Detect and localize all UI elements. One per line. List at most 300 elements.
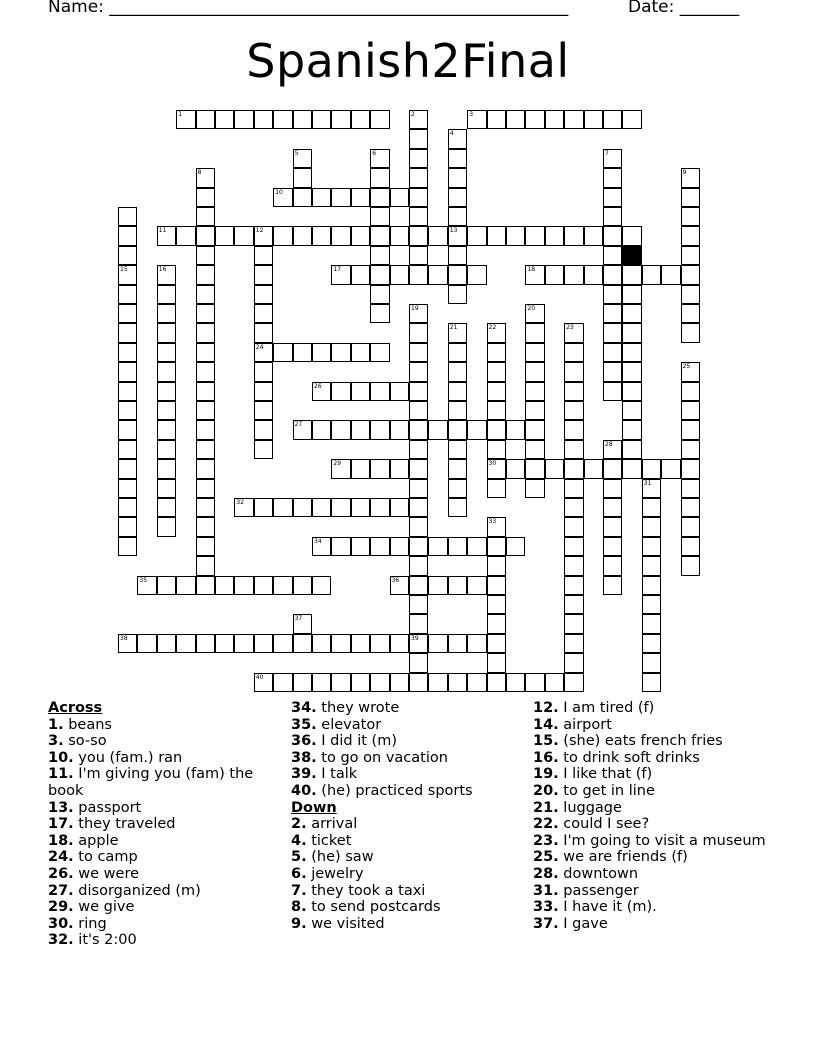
grid-cell[interactable] (564, 479, 583, 498)
grid-cell[interactable] (254, 576, 273, 595)
grid-cell[interactable] (525, 479, 544, 498)
grid-cell[interactable] (176, 226, 195, 245)
grid-cell[interactable] (467, 576, 486, 595)
grid-cell[interactable] (215, 576, 234, 595)
grid-cell[interactable] (487, 595, 506, 614)
grid-cell[interactable] (448, 459, 467, 478)
grid-cell[interactable] (448, 265, 467, 284)
grid-cell[interactable] (487, 110, 506, 129)
grid-cell[interactable] (545, 226, 564, 245)
grid-cell[interactable] (312, 537, 331, 556)
grid-cell[interactable] (234, 634, 253, 653)
grid-cell[interactable] (642, 653, 661, 672)
grid-cell[interactable] (525, 265, 544, 284)
grid-cell[interactable] (448, 440, 467, 459)
grid-cell[interactable] (351, 382, 370, 401)
grid-cell[interactable] (196, 226, 215, 245)
grid-cell[interactable] (487, 673, 506, 692)
grid-cell[interactable] (254, 401, 273, 420)
grid-cell[interactable] (370, 498, 389, 517)
grid-cell[interactable] (564, 343, 583, 362)
grid-cell[interactable] (564, 576, 583, 595)
grid-cell[interactable] (487, 556, 506, 575)
grid-cell[interactable] (273, 498, 292, 517)
grid-cell[interactable] (681, 498, 700, 517)
grid-cell[interactable] (622, 382, 641, 401)
grid-cell[interactable] (564, 440, 583, 459)
grid-cell[interactable] (409, 498, 428, 517)
grid-cell[interactable] (506, 537, 525, 556)
grid-cell[interactable] (622, 304, 641, 323)
grid-cell[interactable] (370, 207, 389, 226)
grid-cell[interactable] (603, 362, 622, 381)
grid-cell[interactable] (118, 246, 137, 265)
grid-cell[interactable] (603, 304, 622, 323)
grid-cell[interactable] (254, 304, 273, 323)
grid-cell[interactable] (681, 246, 700, 265)
grid-cell[interactable] (564, 517, 583, 536)
grid-cell[interactable] (661, 459, 680, 478)
grid-cell[interactable] (642, 517, 661, 536)
grid-cell[interactable] (467, 110, 486, 129)
grid-cell[interactable] (118, 323, 137, 342)
grid-cell[interactable] (564, 595, 583, 614)
grid-cell[interactable] (293, 634, 312, 653)
grid-cell[interactable] (157, 323, 176, 342)
grid-cell[interactable] (254, 420, 273, 439)
grid-cell[interactable] (487, 537, 506, 556)
grid-cell[interactable] (118, 382, 137, 401)
grid-cell[interactable] (487, 479, 506, 498)
grid-cell[interactable] (157, 304, 176, 323)
grid-cell[interactable] (506, 110, 525, 129)
grid-cell[interactable] (215, 226, 234, 245)
grid-cell[interactable] (622, 285, 641, 304)
grid-cell[interactable] (564, 498, 583, 517)
grid-cell[interactable] (681, 285, 700, 304)
grid-cell[interactable] (681, 517, 700, 536)
grid-cell[interactable] (428, 265, 447, 284)
grid-cell[interactable] (254, 285, 273, 304)
grid-cell[interactable] (409, 304, 428, 323)
grid-cell[interactable] (254, 382, 273, 401)
grid-cell[interactable] (564, 110, 583, 129)
grid-cell[interactable] (525, 110, 544, 129)
grid-cell[interactable] (564, 382, 583, 401)
grid-cell[interactable] (467, 537, 486, 556)
grid-cell[interactable] (254, 673, 273, 692)
grid-cell[interactable] (525, 459, 544, 478)
grid-cell[interactable] (622, 343, 641, 362)
grid-cell[interactable] (390, 265, 409, 284)
grid-cell[interactable] (390, 537, 409, 556)
grid-cell[interactable] (390, 188, 409, 207)
grid-cell[interactable] (157, 382, 176, 401)
grid-cell[interactable] (506, 673, 525, 692)
grid-cell[interactable] (273, 110, 292, 129)
grid-cell[interactable] (273, 343, 292, 362)
grid-cell[interactable] (273, 673, 292, 692)
grid-cell[interactable] (118, 304, 137, 323)
grid-cell[interactable] (196, 401, 215, 420)
grid-cell[interactable] (622, 110, 641, 129)
grid-cell[interactable] (351, 343, 370, 362)
grid-cell[interactable] (487, 459, 506, 478)
grid-cell[interactable] (196, 188, 215, 207)
grid-cell[interactable] (525, 440, 544, 459)
grid-cell[interactable] (312, 576, 331, 595)
grid-cell[interactable] (545, 459, 564, 478)
grid-cell[interactable] (681, 440, 700, 459)
grid-cell[interactable] (603, 285, 622, 304)
grid-cell[interactable] (196, 265, 215, 284)
grid-cell[interactable] (176, 576, 195, 595)
grid-cell[interactable] (603, 517, 622, 536)
grid-cell[interactable] (157, 362, 176, 381)
grid-cell[interactable] (681, 304, 700, 323)
grid-cell[interactable] (409, 653, 428, 672)
grid-cell[interactable] (448, 382, 467, 401)
grid-cell[interactable] (331, 420, 350, 439)
grid-cell[interactable] (157, 420, 176, 439)
grid-cell[interactable] (681, 401, 700, 420)
grid-cell[interactable] (622, 226, 641, 245)
grid-cell[interactable] (196, 285, 215, 304)
grid-cell[interactable] (331, 537, 350, 556)
grid-cell[interactable] (487, 576, 506, 595)
grid-cell[interactable] (564, 614, 583, 633)
grid-cell[interactable] (390, 420, 409, 439)
grid-cell[interactable] (448, 576, 467, 595)
grid-cell[interactable] (331, 343, 350, 362)
grid-cell[interactable] (370, 110, 389, 129)
grid-cell[interactable] (331, 188, 350, 207)
grid-cell[interactable] (525, 362, 544, 381)
grid-cell[interactable] (331, 226, 350, 245)
grid-cell[interactable] (312, 110, 331, 129)
grid-cell[interactable] (448, 207, 467, 226)
grid-cell[interactable] (293, 343, 312, 362)
grid-cell[interactable] (351, 110, 370, 129)
grid-cell[interactable] (312, 188, 331, 207)
grid-cell[interactable] (118, 634, 137, 653)
grid-cell[interactable] (409, 479, 428, 498)
grid-cell[interactable] (370, 420, 389, 439)
grid-cell[interactable] (661, 265, 680, 284)
grid-cell[interactable] (564, 323, 583, 342)
grid-cell[interactable] (273, 634, 292, 653)
grid-cell[interactable] (370, 265, 389, 284)
grid-cell[interactable] (196, 207, 215, 226)
grid-cell[interactable] (137, 634, 156, 653)
grid-cell[interactable] (409, 226, 428, 245)
grid-cell[interactable] (642, 459, 661, 478)
grid-cell[interactable] (487, 401, 506, 420)
grid-cell[interactable] (467, 420, 486, 439)
grid-cell[interactable] (370, 304, 389, 323)
grid-cell[interactable] (118, 343, 137, 362)
grid-cell[interactable] (293, 188, 312, 207)
grid-cell[interactable] (254, 110, 273, 129)
grid-cell[interactable] (603, 556, 622, 575)
grid-cell[interactable] (584, 110, 603, 129)
grid-cell[interactable] (157, 634, 176, 653)
grid-cell[interactable] (409, 168, 428, 187)
grid-cell[interactable] (545, 265, 564, 284)
grid-cell[interactable] (603, 479, 622, 498)
date-field[interactable]: Date: _______ (628, 0, 740, 17)
grid-cell[interactable] (642, 576, 661, 595)
grid-cell[interactable] (176, 634, 195, 653)
grid-cell[interactable] (157, 517, 176, 536)
grid-cell[interactable] (293, 149, 312, 168)
grid-cell[interactable] (390, 634, 409, 653)
grid-cell[interactable] (118, 401, 137, 420)
grid-cell[interactable] (564, 459, 583, 478)
grid-cell[interactable] (603, 207, 622, 226)
grid-cell[interactable] (118, 517, 137, 536)
grid-cell[interactable] (506, 459, 525, 478)
grid-cell[interactable] (273, 226, 292, 245)
grid-cell[interactable] (487, 343, 506, 362)
grid-cell[interactable] (351, 673, 370, 692)
grid-cell[interactable] (351, 634, 370, 653)
grid-cell[interactable] (409, 382, 428, 401)
grid-cell[interactable] (409, 129, 428, 148)
grid-cell[interactable] (681, 168, 700, 187)
grid-cell[interactable] (525, 401, 544, 420)
grid-cell[interactable] (351, 459, 370, 478)
grid-cell[interactable] (157, 343, 176, 362)
grid-cell[interactable] (293, 576, 312, 595)
grid-cell[interactable] (448, 129, 467, 148)
grid-cell[interactable] (409, 343, 428, 362)
grid-cell[interactable] (293, 673, 312, 692)
grid-cell[interactable] (157, 401, 176, 420)
grid-cell[interactable] (331, 498, 350, 517)
grid-cell[interactable] (603, 440, 622, 459)
grid-cell[interactable] (525, 343, 544, 362)
grid-cell[interactable] (681, 420, 700, 439)
grid-cell[interactable] (312, 226, 331, 245)
grid-cell[interactable] (409, 323, 428, 342)
grid-cell[interactable] (118, 226, 137, 245)
grid-cell[interactable] (642, 614, 661, 633)
grid-cell[interactable] (331, 634, 350, 653)
grid-cell[interactable] (622, 323, 641, 342)
grid-cell[interactable] (603, 149, 622, 168)
grid-cell[interactable] (467, 634, 486, 653)
grid-cell[interactable] (622, 362, 641, 381)
grid-cell[interactable] (118, 537, 137, 556)
grid-cell[interactable] (196, 498, 215, 517)
grid-cell[interactable] (157, 459, 176, 478)
grid-cell[interactable] (564, 653, 583, 672)
grid-cell[interactable] (137, 576, 156, 595)
grid-cell[interactable] (390, 226, 409, 245)
grid-cell[interactable] (409, 362, 428, 381)
grid-cell[interactable] (157, 265, 176, 284)
grid-cell[interactable] (331, 673, 350, 692)
grid-cell[interactable] (487, 362, 506, 381)
grid-cell[interactable] (525, 673, 544, 692)
grid-cell[interactable] (603, 537, 622, 556)
grid-cell[interactable] (118, 498, 137, 517)
grid-cell[interactable] (409, 673, 428, 692)
grid-cell[interactable] (448, 498, 467, 517)
grid-cell[interactable] (409, 149, 428, 168)
grid-cell[interactable] (312, 498, 331, 517)
grid-cell[interactable] (448, 285, 467, 304)
grid-cell[interactable] (196, 304, 215, 323)
grid-cell[interactable] (196, 343, 215, 362)
grid-cell[interactable] (681, 362, 700, 381)
grid-cell[interactable] (390, 382, 409, 401)
grid-cell[interactable] (428, 576, 447, 595)
grid-cell[interactable] (312, 634, 331, 653)
grid-cell[interactable] (564, 673, 583, 692)
grid-cell[interactable] (487, 614, 506, 633)
grid-cell[interactable] (448, 362, 467, 381)
grid-cell[interactable] (215, 634, 234, 653)
grid-cell[interactable] (118, 285, 137, 304)
grid-cell[interactable] (603, 188, 622, 207)
grid-cell[interactable] (409, 595, 428, 614)
grid-cell[interactable] (584, 226, 603, 245)
grid-cell[interactable] (525, 420, 544, 439)
grid-cell[interactable] (642, 634, 661, 653)
grid-cell[interactable] (196, 459, 215, 478)
grid-cell[interactable] (254, 498, 273, 517)
grid-cell[interactable] (564, 401, 583, 420)
grid-cell[interactable] (331, 382, 350, 401)
grid-cell[interactable] (448, 323, 467, 342)
grid-cell[interactable] (196, 323, 215, 342)
grid-cell[interactable] (409, 614, 428, 633)
grid-cell[interactable] (157, 285, 176, 304)
grid-cell[interactable] (681, 479, 700, 498)
grid-cell[interactable] (118, 479, 137, 498)
grid-cell[interactable] (564, 265, 583, 284)
grid-cell[interactable] (196, 246, 215, 265)
grid-cell[interactable] (642, 673, 661, 692)
grid-cell[interactable] (157, 498, 176, 517)
grid-cell[interactable] (622, 420, 641, 439)
grid-cell[interactable] (254, 265, 273, 284)
grid-cell[interactable] (487, 420, 506, 439)
grid-cell[interactable] (351, 537, 370, 556)
grid-cell[interactable] (487, 323, 506, 342)
grid-cell[interactable] (448, 673, 467, 692)
grid-cell[interactable] (409, 634, 428, 653)
grid-cell[interactable] (312, 420, 331, 439)
grid-cell[interactable] (118, 362, 137, 381)
grid-cell[interactable] (681, 207, 700, 226)
grid-cell[interactable] (409, 517, 428, 536)
grid-cell[interactable] (603, 382, 622, 401)
grid-cell[interactable] (448, 149, 467, 168)
grid-cell[interactable] (254, 246, 273, 265)
grid-cell[interactable] (254, 362, 273, 381)
grid-cell[interactable] (409, 188, 428, 207)
grid-cell[interactable] (428, 420, 447, 439)
grid-cell[interactable] (448, 537, 467, 556)
grid-cell[interactable] (254, 440, 273, 459)
name-field[interactable]: Name: ______________________________________________________ (48, 0, 569, 17)
grid-cell[interactable] (428, 537, 447, 556)
grid-cell[interactable] (196, 576, 215, 595)
grid-cell[interactable] (293, 168, 312, 187)
grid-cell[interactable] (564, 226, 583, 245)
grid-cell[interactable] (390, 498, 409, 517)
grid-cell[interactable] (428, 226, 447, 245)
grid-cell[interactable] (642, 479, 661, 498)
grid-cell[interactable] (157, 576, 176, 595)
grid-cell[interactable] (293, 226, 312, 245)
grid-cell[interactable] (293, 110, 312, 129)
grid-cell[interactable] (196, 382, 215, 401)
grid-cell[interactable] (564, 362, 583, 381)
grid-cell[interactable] (215, 110, 234, 129)
grid-cell[interactable] (603, 168, 622, 187)
grid-cell[interactable] (409, 401, 428, 420)
grid-cell[interactable] (603, 498, 622, 517)
grid-cell[interactable] (409, 440, 428, 459)
grid-cell[interactable] (293, 614, 312, 633)
grid-cell[interactable] (564, 634, 583, 653)
grid-cell[interactable] (370, 168, 389, 187)
grid-cell[interactable] (681, 323, 700, 342)
grid-cell[interactable] (409, 459, 428, 478)
grid-cell[interactable] (196, 362, 215, 381)
grid-cell[interactable] (118, 207, 137, 226)
grid-cell[interactable] (525, 323, 544, 342)
grid-cell[interactable] (428, 634, 447, 653)
grid-cell[interactable] (525, 226, 544, 245)
grid-cell[interactable] (448, 634, 467, 653)
grid-cell[interactable] (390, 576, 409, 595)
grid-cell[interactable] (331, 459, 350, 478)
grid-cell[interactable] (545, 673, 564, 692)
grid-cell[interactable] (351, 226, 370, 245)
grid-cell[interactable] (370, 673, 389, 692)
grid-cell[interactable] (370, 343, 389, 362)
grid-cell[interactable] (409, 207, 428, 226)
grid-cell[interactable] (564, 420, 583, 439)
grid-cell[interactable] (234, 576, 253, 595)
grid-cell[interactable] (487, 634, 506, 653)
grid-cell[interactable] (487, 653, 506, 672)
grid-cell[interactable] (642, 498, 661, 517)
grid-cell[interactable] (584, 265, 603, 284)
grid-cell[interactable] (254, 323, 273, 342)
grid-cell[interactable] (409, 537, 428, 556)
grid-cell[interactable] (390, 673, 409, 692)
grid-cell[interactable] (642, 537, 661, 556)
grid-cell[interactable] (157, 440, 176, 459)
grid-cell[interactable] (331, 110, 350, 129)
grid-cell[interactable] (545, 110, 564, 129)
grid-cell[interactable] (196, 556, 215, 575)
grid-cell[interactable] (506, 226, 525, 245)
grid-cell[interactable] (196, 537, 215, 556)
grid-cell[interactable] (370, 537, 389, 556)
grid-cell[interactable] (234, 498, 253, 517)
grid-cell[interactable] (642, 265, 661, 284)
grid-cell[interactable] (273, 576, 292, 595)
grid-cell[interactable] (506, 420, 525, 439)
grid-cell[interactable] (564, 537, 583, 556)
